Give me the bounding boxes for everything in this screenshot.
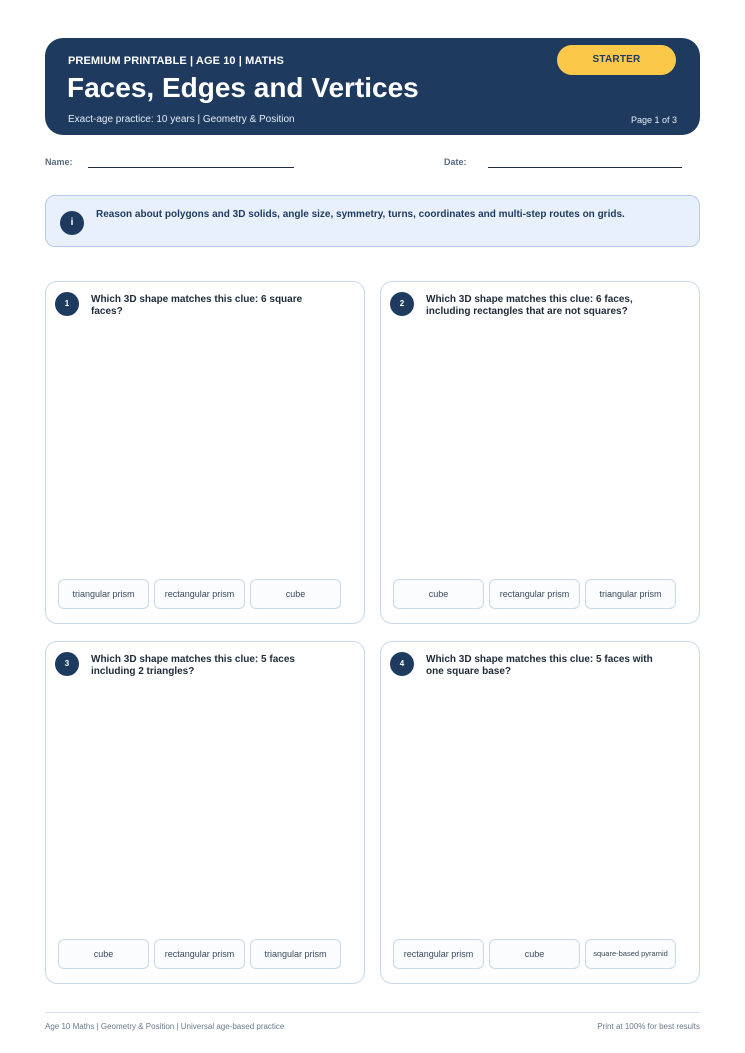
answer-option[interactable]: triangular prism <box>585 579 676 609</box>
answer-options-1 <box>58 579 348 609</box>
footer-right-text: Print at 100% for best results <box>597 1022 700 1031</box>
answer-option[interactable]: rectangular prism <box>154 579 245 609</box>
answer-option[interactable]: rectangular prism <box>489 579 580 609</box>
answer-option[interactable]: square-based pyramid <box>585 939 676 969</box>
name-field[interactable] <box>88 167 294 168</box>
question-text-1: Which 3D shape matches this clue: 6 square faces? <box>91 294 303 317</box>
answer-option[interactable]: cube <box>58 939 149 969</box>
question-number-2: 2 <box>390 292 414 316</box>
header-subtitle: Exact-age practice: 10 years | Geometry & Position <box>68 114 295 125</box>
page-number: Page 1 of 3 <box>630 115 677 125</box>
answer-options-3 <box>58 939 348 969</box>
question-card-1 <box>45 281 365 624</box>
worksheet-header <box>45 38 700 135</box>
info-icon: i <box>60 211 84 235</box>
question-text-3: Which 3D shape matches this clue: 5 faces including 2 triangles? <box>91 654 295 677</box>
instructions-text: Reason about polygons and 3D solids, angle size, symmetry, turns, coordinates and multi-step routes on grids. <box>96 209 625 220</box>
question-number-4: 4 <box>390 652 414 676</box>
footer-divider <box>45 1012 700 1013</box>
question-text-4: Which 3D shape matches this clue: 5 faces with one square base? <box>426 654 653 677</box>
header-eyebrow: PREMIUM PRINTABLE | AGE 10 | MATHS <box>68 55 284 67</box>
question-card-3 <box>45 641 365 984</box>
answer-option[interactable]: rectangular prism <box>393 939 484 969</box>
answer-options-4 <box>393 939 683 969</box>
question-card-2 <box>380 281 700 624</box>
answer-option[interactable]: cube <box>250 579 341 609</box>
date-field[interactable] <box>488 167 682 168</box>
answer-option[interactable]: cube <box>489 939 580 969</box>
answer-option[interactable]: triangular prism <box>250 939 341 969</box>
name-label: Name: <box>45 157 73 167</box>
instructions-box <box>45 195 700 247</box>
level-badge: STARTER <box>557 45 676 75</box>
question-card-4 <box>380 641 700 984</box>
question-text-2: Which 3D shape matches this clue: 6 faces, including rectangles that are not squares? <box>426 294 633 317</box>
page-title: Faces, Edges and Vertices <box>67 72 419 103</box>
answer-option[interactable]: cube <box>393 579 484 609</box>
footer-left-text: Age 10 Maths | Geometry & Position | Universal age-based practice <box>45 1022 285 1031</box>
answer-option[interactable]: rectangular prism <box>154 939 245 969</box>
answer-option[interactable]: triangular prism <box>58 579 149 609</box>
answer-options-2 <box>393 579 683 609</box>
question-number-1: 1 <box>55 292 79 316</box>
date-label: Date: <box>444 157 467 167</box>
question-number-3: 3 <box>55 652 79 676</box>
